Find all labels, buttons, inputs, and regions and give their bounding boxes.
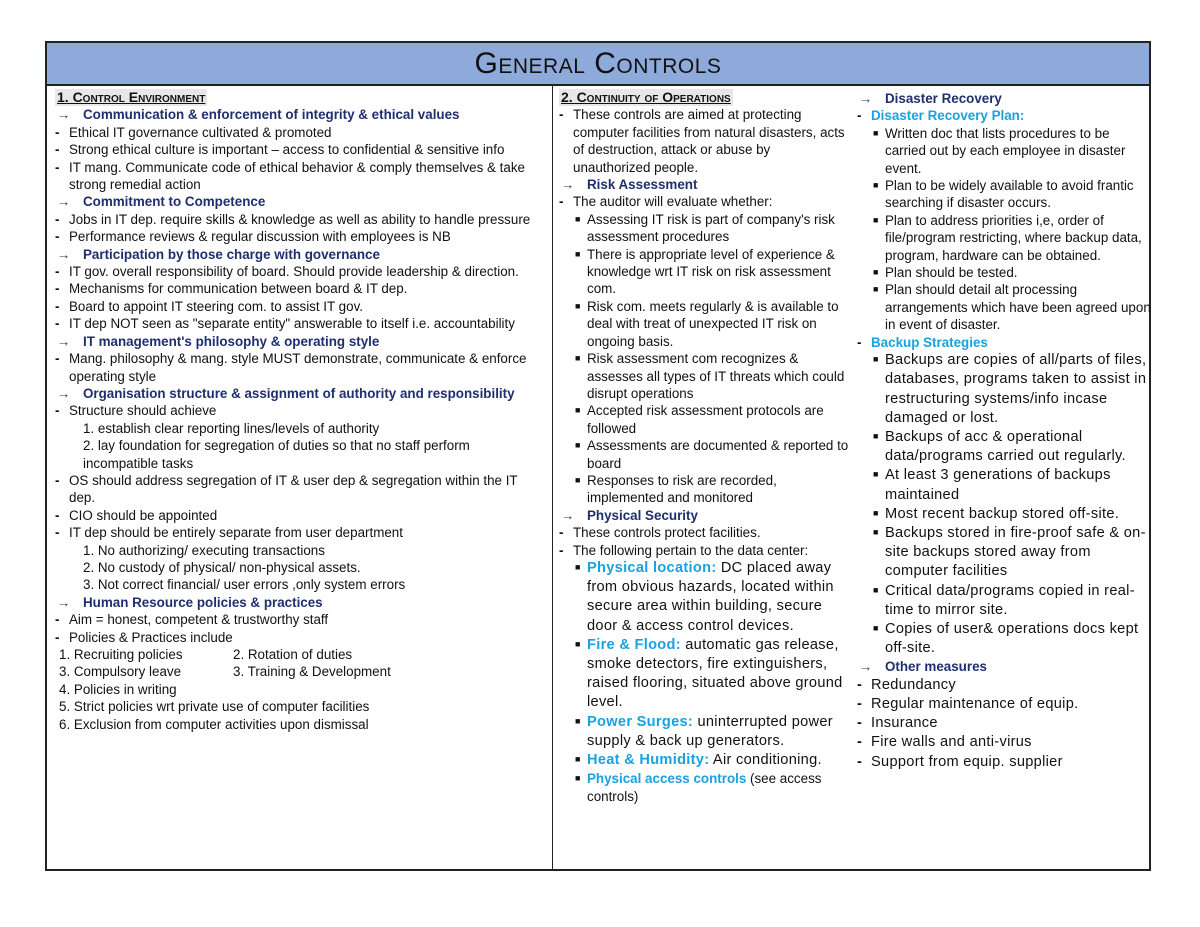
square-bullet-icon: ■ <box>575 353 581 364</box>
subheading: → Communication & enforcement of integrity & ethical values <box>57 107 460 123</box>
dash-icon: - <box>559 525 564 541</box>
square-bullet-icon: ■ <box>873 469 879 480</box>
bullet: - Fire walls and anti-virus <box>857 733 1151 752</box>
numbered-item: 1. establish clear reporting lines/levels of authority <box>83 420 380 436</box>
dash-icon: - <box>857 753 863 770</box>
dash-icon: - <box>55 525 60 541</box>
sub-bullet: ■ Critical data/programs copied in real-time to mirror site. <box>857 582 1151 620</box>
dash-icon: - <box>55 281 60 297</box>
bullet: - Jobs in IT dep. require skills & knowledge as well as ability to handle pressure <box>55 211 531 227</box>
numbered-pair: 3. Compulsory leave 3. Training & Development <box>59 664 391 680</box>
dash-icon: - <box>559 107 564 123</box>
arrow-icon: → <box>57 594 71 610</box>
bullet: - Policies & Practices include <box>55 629 233 645</box>
square-bullet-icon: ■ <box>873 507 879 518</box>
sub-bullet: ■ Assessing IT risk is part of company's risk assessment procedures <box>575 211 835 245</box>
dash-icon: - <box>55 124 60 140</box>
sub-bullet: ■ Risk com. meets regularly & is available to deal with treat of unexpected IT risk on ongoing basis. <box>575 298 839 349</box>
dash-icon: - <box>55 629 60 645</box>
general-controls-sheet <box>45 41 1151 871</box>
arrow-icon: → <box>57 107 71 123</box>
dash-icon: - <box>55 472 60 488</box>
sub-bullet: ■ Responses to risk are recorded, implemented and monitored <box>575 472 777 506</box>
dash-icon: - <box>55 264 60 280</box>
subheading: → Human Resource policies & practices <box>57 594 323 610</box>
bullet: - Structure should achieve <box>55 403 217 419</box>
square-bullet-icon: ■ <box>873 214 879 225</box>
bullet: - Redundancy <box>857 676 1151 695</box>
bullet <box>857 107 1151 124</box>
bullet: - Strong ethical culture is important – access to confidential & sensitive info <box>55 142 505 158</box>
highlight-term: Fire & Flood: <box>587 636 681 653</box>
square-bullet-icon: ■ <box>873 267 879 278</box>
bullet: - Regular maintenance of equip. <box>857 695 1151 714</box>
bullet: - These controls protect facilities. <box>559 525 761 541</box>
square-bullet-icon: ■ <box>873 584 879 595</box>
bullet: - IT gov. overall responsibility of board. Should provide leadership & direction. <box>55 264 519 280</box>
arrow-icon: → <box>859 91 873 106</box>
bullet: - IT dep NOT seen as "separate entity" answerable to itself i.e. accountability <box>55 316 515 332</box>
square-bullet-icon: ■ <box>873 430 879 441</box>
numbered-item: 3. Not correct financial/ user errors ,only system errors <box>83 577 406 593</box>
numbered-item: 6. Exclusion from computer activities upon dismissal <box>59 716 369 732</box>
sub-bullet: ■ Plan to be widely available to avoid frantic searching if disaster occurs. <box>873 178 1134 211</box>
bullet: - Board to appoint IT steering com. to assist IT gov. <box>55 298 363 314</box>
sub-bullet: ■ Physical location: DC placed away from obvious hazards, located within secure area within building, secure door & access control devices. <box>559 559 849 636</box>
bullet: - OS should address segregation of IT & user dep & segregation within the IT dep. <box>55 472 518 506</box>
sub-bullet: ■ Backups of acc & operational data/programs carried out regularly. <box>857 428 1151 466</box>
numbered-item: 2. lay foundation for segregation of duties so that no staff perform incompatible tasks <box>83 438 470 471</box>
arrow-icon: → <box>57 194 71 210</box>
square-bullet-icon: ■ <box>873 180 879 191</box>
dash-icon: - <box>55 316 60 332</box>
continuity-column <box>553 86 853 869</box>
square-bullet-icon: ■ <box>873 526 879 537</box>
dash-icon: - <box>55 612 60 628</box>
dash-icon: - <box>55 211 60 227</box>
square-bullet-icon: ■ <box>575 773 581 784</box>
subheading: → Physical Security <box>561 507 698 523</box>
square-bullet-icon: ■ <box>575 638 581 649</box>
highlight-term: Disaster Recovery Plan: <box>871 108 1025 124</box>
square-bullet-icon: ■ <box>575 248 581 259</box>
bullet: - CIO should be appointed <box>55 507 218 523</box>
sub-bullet: ■ Backups stored in fire-proof safe & on-site backups stored away from computer facilities <box>857 524 1151 582</box>
dash-icon: - <box>857 676 863 693</box>
arrow-icon: → <box>859 659 873 675</box>
dash-icon: - <box>55 507 60 523</box>
square-bullet-icon: ■ <box>575 300 581 311</box>
disaster-recovery-column <box>857 86 1151 869</box>
sub-bullet: ■ Risk assessment com recognizes & assesses all types of IT threats which could disrupt operations <box>575 351 845 401</box>
square-bullet-icon: ■ <box>575 561 581 572</box>
arrow-icon: → <box>57 385 71 401</box>
page-title: General Controls <box>47 43 1149 86</box>
bullet: - Support from equip. supplier <box>857 753 1151 772</box>
bullet: - Mang. philosophy & mang. style MUST demonstrate, communicate & enforce operating style <box>55 351 527 384</box>
square-bullet-icon: ■ <box>575 213 581 224</box>
bullet: - Aim = honest, competent & trustworthy staff <box>55 612 329 628</box>
dash-icon: - <box>559 542 564 558</box>
dash-icon: - <box>857 734 863 751</box>
square-bullet-icon: ■ <box>873 127 879 138</box>
subheading: → Other measures <box>859 659 987 675</box>
arrow-icon: → <box>561 507 575 523</box>
bullet: - Mechanisms for communication between board & IT dep. <box>55 281 408 297</box>
square-bullet-icon: ■ <box>575 405 581 416</box>
sub-bullet: ■ Fire & Flood: automatic gas release, smoke detectors, fire extinguishers, raised flooring, situated above ground level. <box>559 636 849 713</box>
highlight-term: Physical access controls <box>587 771 747 787</box>
control-environment-column <box>47 86 553 869</box>
bullet: - Ethical IT governance cultivated & promoted <box>55 124 332 140</box>
sub-bullet: ■ Plan should detail alt processing arrangements which have been agreed upon in event of disaster. <box>873 282 1151 333</box>
dash-icon: - <box>857 715 863 732</box>
sub-bullet: ■ Power Surges: uninterrupted power supply & back up generators. <box>559 713 849 751</box>
bullet: - The following pertain to the data center: <box>559 542 809 558</box>
numbered-pair: 1. Recruiting policies 2. Rotation of duties <box>59 647 353 662</box>
square-bullet-icon: ■ <box>575 440 581 451</box>
sub-bullet: ■ Accepted risk assessment protocols are followed <box>575 403 824 436</box>
sub-bullet: ■ Heat & Humidity: Air conditioning. <box>559 751 849 770</box>
section-heading: 2. Continuity of Operations <box>561 89 731 105</box>
sub-bullet: ■ Copies of user& operations docs kept off-site. <box>857 620 1151 658</box>
square-bullet-icon: ■ <box>873 354 879 365</box>
bullet: - Insurance <box>857 714 1151 733</box>
sub-bullet: ■ Assessments are documented & reported to board <box>575 438 849 471</box>
numbered-item: 5. Strict policies wrt private use of computer facilities <box>59 699 370 715</box>
sub-bullet: ■ Backups are copies of all/parts of files, databases, programs taken to assist in restructuring systems/info incase damaged or lost. <box>857 351 1151 428</box>
bullet: - IT mang. Communicate code of ethical behavior & comply themselves & take strong remedial action <box>55 159 525 193</box>
sub-bullet: ■ There is appropriate level of experience & knowledge wrt IT risk on risk assessment com. <box>575 246 835 297</box>
square-bullet-icon: ■ <box>575 715 581 726</box>
dash-icon: - <box>857 695 863 712</box>
dash-icon: - <box>857 334 862 350</box>
numbered-item: 1. No authorizing/ executing transactions <box>83 542 325 558</box>
bullet <box>857 334 1151 351</box>
subheading: → Commitment to Competence <box>57 194 266 210</box>
section-heading: 1. Control Environment <box>57 89 206 105</box>
arrow-icon: → <box>57 333 71 349</box>
dash-icon: - <box>55 229 60 245</box>
square-bullet-icon: ■ <box>873 284 879 295</box>
highlight-term: Power Surges: <box>587 713 694 730</box>
arrow-icon: → <box>561 177 575 193</box>
square-bullet-icon: ■ <box>873 622 879 633</box>
arrow-icon: → <box>57 246 71 262</box>
numbered-item: 2. No custody of physical/ non-physical assets. <box>83 559 361 575</box>
dash-icon: - <box>559 194 564 210</box>
dash-icon: - <box>55 142 60 158</box>
bullet: - IT dep should be entirely separate from user department <box>55 525 403 541</box>
sub-bullet: ■ Plan to address priorities i,e, order of file/program restricting, where backup data, program, hardware can be obtained. <box>873 212 1142 263</box>
bullet: - Performance reviews & regular discussion with employees is NB <box>55 229 451 245</box>
bullet: - These controls are aimed at protecting computer facilities from natural disasters, acts of destruction, attack or abuse by unauthorized people. <box>559 107 845 175</box>
square-bullet-icon: ■ <box>575 474 581 485</box>
dash-icon: - <box>857 108 862 124</box>
dash-icon: - <box>55 403 60 419</box>
subheading: → Participation by those charge with governance <box>57 246 380 262</box>
sub-bullet: ■ Plan should be tested. <box>873 265 1018 281</box>
bullet: - The auditor will evaluate whether: <box>559 194 773 210</box>
sub-bullet: ■ Physical access controls (see access controls) <box>575 771 822 804</box>
dash-icon: - <box>55 351 60 367</box>
subheading: → Risk Assessment <box>561 177 698 193</box>
highlight-term: Backup Strategies <box>871 334 988 350</box>
square-bullet-icon: ■ <box>575 754 581 764</box>
subheading: → IT management's philosophy & operating style <box>57 333 380 349</box>
subheading: → Disaster Recovery <box>859 91 1002 106</box>
subheading: → Organisation structure & assignment of authority and responsibility <box>57 385 515 401</box>
sub-bullet: ■ At least 3 generations of backups maintained <box>857 466 1151 504</box>
dash-icon: - <box>55 159 60 175</box>
sub-bullet: ■ Written doc that lists procedures to be carried out by each employee in disaster event. <box>873 125 1126 176</box>
numbered-item: 4. Policies in writing <box>59 681 177 697</box>
highlight-term: Physical location: <box>587 559 717 576</box>
highlight-term: Heat & Humidity: <box>587 752 710 768</box>
sub-bullet: ■ Most recent backup stored off-site. <box>857 505 1151 524</box>
dash-icon: - <box>55 298 60 314</box>
